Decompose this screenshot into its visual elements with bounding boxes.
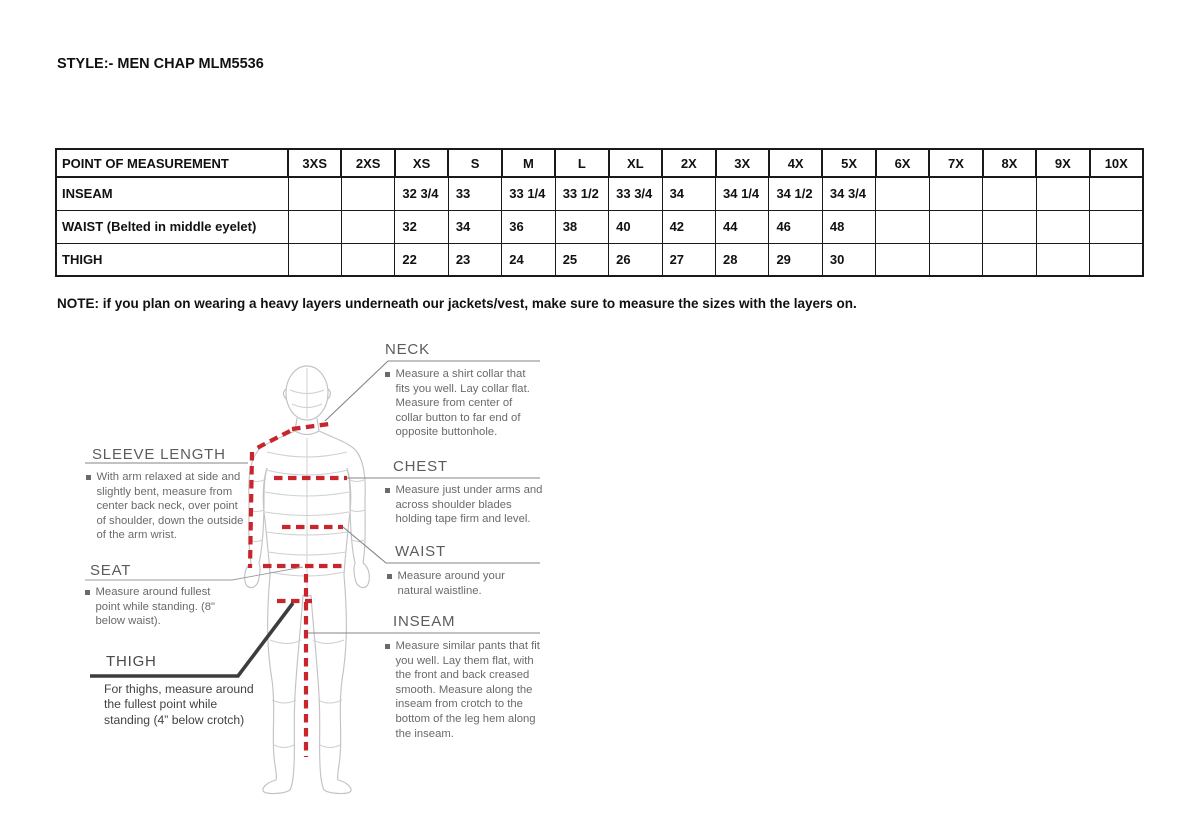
size-value-cell: 48 <box>822 210 875 243</box>
size-value-cell: 40 <box>609 210 662 243</box>
size-value-cell: 26 <box>609 243 662 276</box>
size-value-cell: 33 1/4 <box>502 177 555 210</box>
col-header-size: 7X <box>929 149 982 177</box>
size-value-cell: 30 <box>822 243 875 276</box>
col-header-size: S <box>448 149 501 177</box>
table-row <box>56 177 1143 210</box>
measurement-label-thigh: THIGH <box>106 653 157 670</box>
col-header-size: 3XS <box>288 149 341 177</box>
size-chart-table <box>55 148 1144 277</box>
bullet-icon <box>86 475 91 480</box>
size-value-cell: 42 <box>662 210 715 243</box>
col-header-size: 6X <box>876 149 929 177</box>
size-value-cell: 24 <box>502 243 555 276</box>
measurement-desc-thigh: For thighs, measure around the fullest point while standing (4” below crotch) <box>104 682 254 727</box>
table-header-row <box>56 149 1143 177</box>
col-header-size: XS <box>395 149 448 177</box>
col-header-size: L <box>555 149 608 177</box>
col-header-point-of-measurement: POINT OF MEASUREMENT <box>56 149 288 177</box>
bullet-icon <box>387 574 392 579</box>
size-value-cell <box>288 210 341 243</box>
col-header-size: 2X <box>662 149 715 177</box>
size-value-cell <box>983 210 1036 243</box>
row-label: INSEAM <box>56 177 288 210</box>
size-value-cell: 22 <box>395 243 448 276</box>
size-value-cell <box>1036 243 1089 276</box>
col-header-size: 3X <box>716 149 769 177</box>
size-value-cell <box>929 243 982 276</box>
measurement-label-neck: NECK <box>385 341 430 358</box>
size-value-cell <box>288 243 341 276</box>
col-header-size: M <box>502 149 555 177</box>
size-value-cell <box>288 177 341 210</box>
measurement-desc-chest: Measure just under arms and across shoulder blades holding tape firm and level. <box>385 483 543 527</box>
size-value-cell: 32 3/4 <box>395 177 448 210</box>
size-value-cell <box>983 177 1036 210</box>
col-header-size: 8X <box>983 149 1036 177</box>
measurement-desc-inseam: Measure similar pants that fit you well. Lay them flat, with the front and back creased smooth. Measure along the inseam from crotch to the bottom of the leg hem along the inseam. <box>385 639 543 741</box>
size-value-cell: 25 <box>555 243 608 276</box>
size-value-cell: 34 <box>448 210 501 243</box>
size-value-cell: 34 1/4 <box>716 177 769 210</box>
measurement-label-waist: WAIST <box>395 543 446 560</box>
col-header-size: 5X <box>822 149 875 177</box>
size-value-cell: 33 3/4 <box>609 177 662 210</box>
bullet-icon <box>85 590 90 595</box>
mannequin-figure <box>245 366 370 794</box>
measurement-label-inseam: INSEAM <box>393 613 456 630</box>
size-value-cell: 23 <box>448 243 501 276</box>
size-value-cell: 33 <box>448 177 501 210</box>
measurement-desc-neck: Measure a shirt collar that fits you well. Lay collar flat. Measure from center of collar button to far end of opposite buttonhole. <box>385 367 540 440</box>
size-value-cell: 34 1/2 <box>769 177 822 210</box>
row-label: THIGH <box>56 243 288 276</box>
bullet-icon <box>385 644 390 649</box>
size-value-cell <box>876 177 929 210</box>
sleeve-measure-line <box>250 431 290 568</box>
size-value-cell: 32 <box>395 210 448 243</box>
note-text: NOTE: if you plan on wearing a heavy layers underneath our jackets/vest, make sure to measure the sizes with the layers on. <box>57 296 857 311</box>
size-value-cell <box>1090 243 1143 276</box>
size-value-cell <box>876 243 929 276</box>
bullet-icon <box>385 488 390 493</box>
col-header-size: 9X <box>1036 149 1089 177</box>
measurement-desc-sleeve-length: With arm relaxed at side and slightly bent, measure from center back neck, over point of shoulder, down the outside of the arm wrist. <box>86 470 246 543</box>
measurement-desc-seat: Measure around fullest point while standing. (8" below waist). <box>85 585 235 629</box>
size-value-cell: 34 3/4 <box>822 177 875 210</box>
size-value-cell <box>1090 210 1143 243</box>
measure-lines <box>250 424 347 757</box>
size-value-cell <box>983 243 1036 276</box>
size-value-cell: 28 <box>716 243 769 276</box>
size-value-cell: 38 <box>555 210 608 243</box>
size-value-cell: 36 <box>502 210 555 243</box>
size-value-cell <box>341 210 394 243</box>
row-label: WAIST (Belted in middle eyelet) <box>56 210 288 243</box>
bullet-icon <box>385 372 390 377</box>
col-header-size: XL <box>609 149 662 177</box>
size-value-cell: 44 <box>716 210 769 243</box>
size-value-cell <box>1090 177 1143 210</box>
size-value-cell <box>929 177 982 210</box>
size-value-cell: 46 <box>769 210 822 243</box>
page-title: STYLE:- MEN CHAP MLM5536 <box>57 56 264 72</box>
size-value-cell <box>341 177 394 210</box>
measurement-label-seat: SEAT <box>90 562 132 579</box>
col-header-size: 2XS <box>341 149 394 177</box>
size-value-cell: 29 <box>769 243 822 276</box>
col-header-size: 10X <box>1090 149 1143 177</box>
size-value-cell: 27 <box>662 243 715 276</box>
col-header-size: 4X <box>769 149 822 177</box>
size-value-cell: 33 1/2 <box>555 177 608 210</box>
size-value-cell <box>1036 210 1089 243</box>
measurement-label-sleeve-length: SLEEVE LENGTH <box>92 446 226 463</box>
neck-measure-line <box>292 424 329 429</box>
size-value-cell <box>929 210 982 243</box>
table-row <box>56 243 1143 276</box>
size-value-cell <box>1036 177 1089 210</box>
size-value-cell: 34 <box>662 177 715 210</box>
measurement-desc-waist: Measure around your natural waistline. <box>387 569 522 598</box>
size-value-cell <box>876 210 929 243</box>
size-value-cell <box>341 243 394 276</box>
table-row <box>56 210 1143 243</box>
measurement-label-chest: CHEST <box>393 458 448 475</box>
